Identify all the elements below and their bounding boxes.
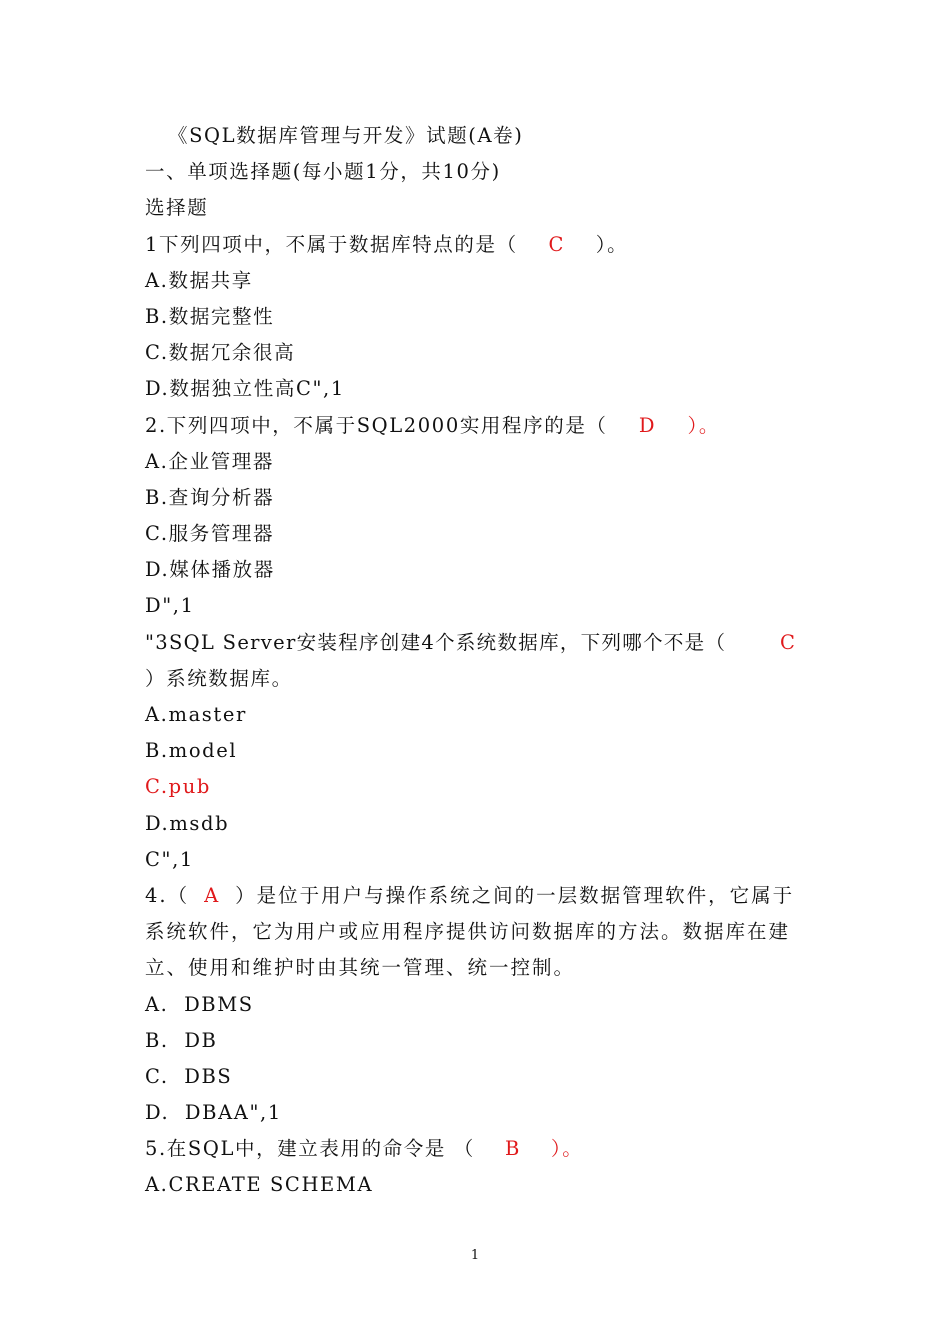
- answer-mark: D: [638, 413, 657, 437]
- option: C. DBS: [145, 1064, 233, 1088]
- question-3: [145, 625, 815, 878]
- option-highlighted: C.pub: [145, 775, 211, 799]
- option: A.CREATE SCHEMA: [145, 1173, 374, 1197]
- question-stem: [145, 1131, 815, 1167]
- question-stem-text: 5.在SQL中，建立表用的命令是 （: [145, 1137, 475, 1161]
- question-2: [145, 408, 815, 625]
- option: A.企业管理器: [145, 449, 274, 473]
- question-stem: [145, 625, 815, 661]
- answer-key: C",1: [145, 847, 194, 871]
- answer-mark: C: [780, 630, 797, 654]
- question-stem-end: ）。: [550, 1137, 584, 1161]
- question-stem-end: ）。: [595, 232, 629, 256]
- question-stem: [145, 408, 815, 444]
- question-stem-continued: ）系统数据库。: [145, 666, 293, 690]
- option: B. DB: [145, 1028, 218, 1052]
- option: C.数据冗余很高: [145, 341, 296, 365]
- option: A. DBMS: [145, 992, 254, 1016]
- option: B.数据完整性: [145, 304, 275, 328]
- option: D.数据独立性高C",1: [145, 377, 345, 401]
- option: D. DBAA",1: [145, 1101, 282, 1125]
- option: D.msdb: [145, 811, 230, 835]
- question-4: [145, 878, 815, 1131]
- answer-mark: B: [504, 1137, 521, 1161]
- document-body: [145, 118, 815, 1204]
- answer-mark: C: [548, 232, 565, 256]
- option: B.model: [145, 739, 238, 763]
- question-stem-text: 4.（: [145, 883, 190, 907]
- section-heading: 一、单项选择题(每小题1分，共10分): [145, 160, 501, 184]
- question-stem: [145, 227, 815, 263]
- question-stem-text: 1下列四项中，不属于数据库特点的是（: [145, 232, 518, 256]
- answer-key: D",1: [145, 594, 195, 618]
- sub-heading: 选择题: [145, 196, 209, 220]
- question-stem-end: ）是位于用户与操作系统之间的一层数据管理软件，它属于系统软件，它为用户或应用程序提供访问数据库的方法。数据库在建立、使用和维护时由其统一管理、统一控制。: [145, 883, 795, 980]
- question-stem-text: 2.下列四项中，不属于SQL2000实用程序的是（: [145, 413, 608, 437]
- option: B.查询分析器: [145, 485, 275, 509]
- question-5: [145, 1131, 815, 1203]
- question-1: [145, 227, 815, 408]
- page-number: 1: [470, 1248, 480, 1263]
- document-title: 《SQL数据库管理与开发》试题(A卷): [168, 124, 524, 147]
- option: A.master: [145, 703, 247, 726]
- option: A.数据共享: [145, 268, 253, 292]
- option: C.服务管理器: [145, 522, 275, 546]
- answer-mark: A: [204, 883, 221, 907]
- question-stem-end: ）。: [687, 413, 720, 437]
- question-stem: [145, 878, 813, 987]
- option: D.媒体播放器: [145, 558, 275, 582]
- question-stem-text: "3SQL Server安装程序创建4个系统数据库，下列哪个不是（: [145, 630, 727, 654]
